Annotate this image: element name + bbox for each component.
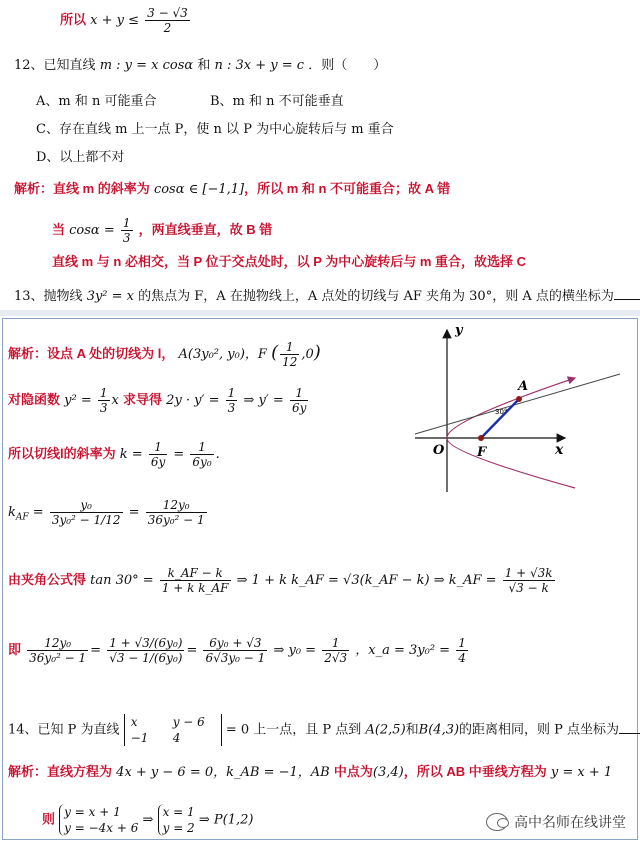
q12-option-d: D、以上都不对 xyxy=(36,150,125,165)
q12-frac: $\frac{1}{3}$ xyxy=(122,216,131,245)
q14-determinant: x y − 6 −1 4 xyxy=(124,714,222,746)
x-axis-label: x xyxy=(555,442,564,458)
q13-stem: 13、抛物线 3y² = x 的焦点为 F，A 在抛物线上，A 点处的切线与 AF 夹角为 30°，则 A 点的横坐标为 xyxy=(14,287,640,305)
point-a-label: A xyxy=(518,379,529,394)
angle-label: 30° xyxy=(495,408,508,416)
parabola-curve xyxy=(447,378,575,488)
q14-system-1: y = x + 1 y = −4x + 6 xyxy=(59,804,138,836)
watermark xyxy=(486,812,626,832)
q13-answer-blank xyxy=(614,287,640,300)
watermark-text: 高中名师在线讲堂 xyxy=(514,815,626,831)
prev-answer-fraction: $\frac{3 - √3}{2}$ xyxy=(147,6,188,35)
q13-solution-6: 即 $\frac{\text{12y₀}}{\text{36y₀² − 1}}$ = $\frac{\text{1 + √3/(6y₀)}}{\text{√3 − 1/(6y₀)}}$ = $\frac{\text{6y₀ + √3}}{\text{6√3y₀ − 1}}$ ⇒ y₀ = $\frac{1}{2√3}$ ，x_a = 3y₀² = $\frac{1}{4}$ xyxy=(8,636,466,665)
q12-stem: 12、已知直线 m : y = x cosα 和 n : 3x + y = c ．则（ ） xyxy=(14,58,387,73)
focus-label: F xyxy=(477,445,487,460)
q14-solution-1: 解析：直线方程为 4x + y − 6 = 0，k_AB = −1，AB 中点为(3,4)，所以 AB 中垂线方程为 y = x + 1 xyxy=(8,764,613,780)
y-axis-label: y xyxy=(455,323,463,338)
q14-solution-2: 则 y = x + 1 y = −4x + 6 ⇒ x = 1 y = 2 ⇒ P(1,2) xyxy=(42,805,254,835)
q14-system-2: x = 1 y = 2 xyxy=(158,804,195,836)
q13-solution-1: 解析：设点 A 处的切线为 l， A(3y₀², y₀)，F ( $\frac{1}{12}$ ,0) xyxy=(8,340,321,369)
q14-answer-blank xyxy=(619,721,640,734)
q12-solution-3: 直线 m 与 n 必相交，当 P 位于交点处时，以 P 为中心旋转后与 m 重合，故选择 C xyxy=(52,254,527,269)
wechat-icon xyxy=(486,813,508,831)
q13-solution-5: 由夹角公式得 tan 30° = $\frac{k\_AF - k}{\text{1 + k k\_AF}}$ ⇒ 1 + k k_AF = √3(k_AF − k) ⇒ k_AF = $\frac{1 + √3k}{√3 - k}$ xyxy=(8,566,553,595)
point-f xyxy=(478,435,484,441)
section-separator xyxy=(0,310,640,316)
q13-solution-4: $k_{AF}$ = $\frac{\text{y₀}}{\text{3y₀² − 1/12}}$ = $\frac{\text{12y₀}}{\text{36y₀² − 1}}$ xyxy=(8,498,205,527)
origin-label: O xyxy=(433,443,445,458)
prev-answer-prefix: 所以 xyxy=(60,12,87,27)
parabola-figure xyxy=(405,322,630,497)
q13-solution-2: 对隐函数 y² = $\frac{1}{3}$ x 求导得 2y · y′ = $\frac{1}{3}$ ⇒ y′ = $\frac{1}{6y}$ xyxy=(8,386,307,415)
q12-solution-1: 解析：直线 m 的斜率为 cosα ∈ [−1,1]，所以 m 和 n 不可能重合；故 A 错 xyxy=(14,181,451,197)
point-a xyxy=(516,396,522,402)
prev-answer-line xyxy=(60,6,192,35)
q12-solution-2: 当 cosα = $\frac{1}{3}$ ，两直线垂直，故 B 错 xyxy=(52,216,273,245)
q13-solution-3: 所以切线l的斜率为 k = $\frac{1}{6y}$ = $\frac{1}{\text{6y₀}}$ . xyxy=(8,440,220,469)
prev-answer-math: x + y ≤ xyxy=(90,13,140,28)
q12-option-b: B、m 和 n 不可能垂直 xyxy=(210,94,344,109)
q14-stem: 14、已知 P 为直线 x y − 6 −1 4 = 0 上一点，且 P 点到 A(2,5)和B(4,3)的距离相同，则 P 点坐标为 xyxy=(8,714,640,746)
q12-option-a: A、m 和 n 可能重合 xyxy=(36,94,157,109)
q12-option-c: C、存在直线 m 上一点 P，使 n 以 P 为中心旋转后与 m 重合 xyxy=(36,122,394,137)
